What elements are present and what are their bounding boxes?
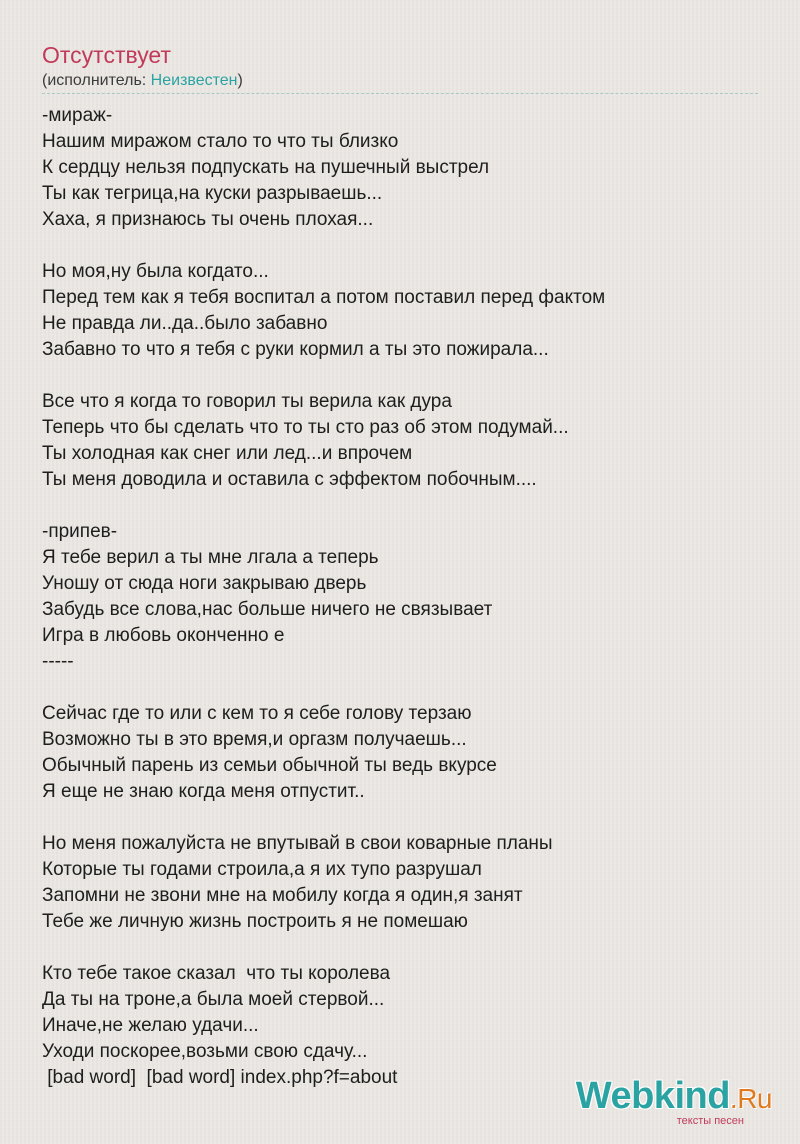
lyrics-text [42, 103, 758, 1091]
lyric-line: К сердцу нельзя подпускать на пушечный выстрел [42, 157, 490, 178]
artist-link[interactable]: Неизвестен [150, 72, 238, 89]
lyric-line: Иначе,не желаю удачи... [42, 1015, 259, 1036]
artist-line [42, 72, 243, 90]
lyric-line: Забудь все слова,нас больше ничего не связывает [42, 599, 493, 620]
lyric-line: Ты холодная как снег или лед...и впрочем [42, 443, 413, 464]
logo-main-text: Webkind [575, 1075, 730, 1117]
lyric-line: Запомни не звони мне на мобилу когда я один,я занят [42, 885, 523, 906]
lyric-line: Игра в любовь оконченно е [42, 625, 285, 646]
artist-suffix: ) [237, 72, 243, 89]
lyric-line: Уношу от сюда ноги закрываю дверь [42, 573, 367, 594]
lyric-line: Но меня пожалуйста не впутывай в свои коварные планы [42, 833, 553, 854]
lyric-blank-line [42, 233, 758, 259]
lyric-line: -припев- [42, 521, 118, 542]
webkind-logo[interactable] [572, 1075, 772, 1135]
lyric-line: Я тебе верил а ты мне лгала а теперь [42, 547, 379, 568]
lyric-line: Перед тем как я тебя воспитал а потом поставил перед фактом [42, 287, 606, 308]
lyric-blank-line [42, 675, 758, 701]
logo-tagline: тексты песен [676, 1115, 744, 1127]
lyric-line: Которые ты годами строила,а я их тупо разрушал [42, 859, 482, 880]
lyric-line: Ты как тегрица,на куски разрываешь... [42, 183, 383, 204]
artist-prefix: (исполнитель: [42, 72, 151, 89]
lyric-line: -мираж- [42, 105, 113, 126]
lyric-line: [bad word] [bad word] index.php?f=about [42, 1067, 398, 1088]
lyric-line: Обычный парень из семьи обычной ты ведь вкурсе [42, 755, 497, 776]
lyric-line: Уходи поскорее,возьми свою сдачу... [42, 1041, 368, 1062]
lyric-line: Ты меня доводила и оставила с эффектом побочным.... [42, 469, 537, 490]
lyric-line: Возможно ты в это время,и оргазм получаешь... [42, 729, 467, 750]
lyric-line: Я еще не знаю когда меня отпустит.. [42, 781, 365, 802]
lyric-line: ----- [42, 651, 74, 672]
lyric-line: Кто тебе такое сказал что ты королева [42, 963, 391, 984]
lyric-line: Тебе же личную жизнь построить я не помешаю [42, 911, 468, 932]
lyric-line: Теперь что бы сделать что то ты сто раз об этом подумай... [42, 417, 569, 438]
lyric-blank-line [42, 935, 758, 961]
lyric-line: Не правда ли..да..было забавно [42, 313, 328, 334]
lyric-line: Нашим миражом стало то что ты близко [42, 131, 399, 152]
logo-suffix-text: .Ru [729, 1083, 772, 1114]
song-title: Отсутствует [42, 42, 171, 68]
lyric-line: Сейчас где то или с кем то я себе голову терзаю [42, 703, 472, 724]
lyric-blank-line [42, 493, 758, 519]
lyric-line: Да ты на троне,а была моей стервой... [42, 989, 385, 1010]
logo-wordmark [576, 1075, 772, 1118]
lyric-line: Но моя,ну была когдато... [42, 261, 269, 282]
header-divider [42, 93, 758, 94]
lyric-line: Хаха, я признаюсь ты очень плохая... [42, 209, 374, 230]
lyric-line: Все что я когда то говорил ты верила как дура [42, 391, 452, 412]
lyric-blank-line [42, 363, 758, 389]
lyric-blank-line [42, 805, 758, 831]
lyric-line: Забавно то что я тебя с руки кормил а ты это пожирала... [42, 339, 549, 360]
